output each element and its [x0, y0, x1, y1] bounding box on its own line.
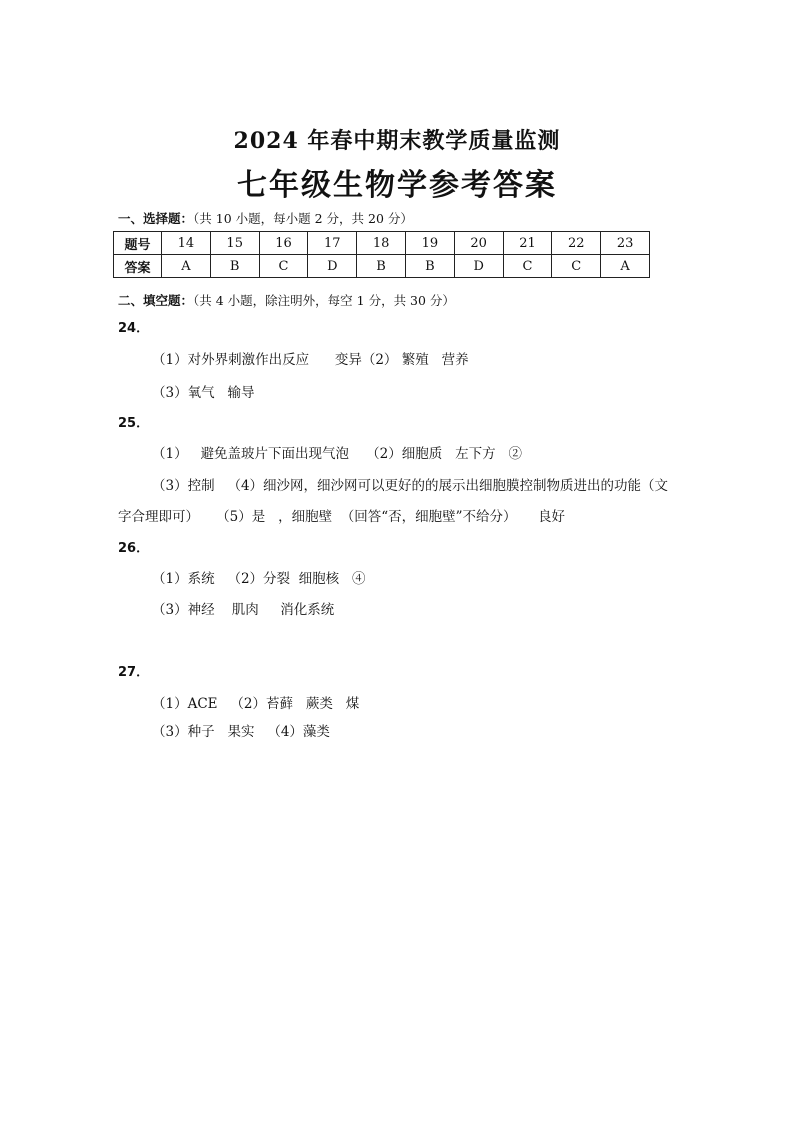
section-2-note: （共 4 小题，除注明外，每空 1 分，共 30 分） [193, 293, 455, 308]
table-cell: B [405, 255, 454, 278]
table-cell: D [308, 255, 357, 278]
table-cell: B [357, 255, 406, 278]
table-cell: A [162, 255, 211, 278]
table-cell: A [601, 255, 650, 278]
section-2-heading [118, 291, 455, 309]
question-24-number: 24． [118, 321, 150, 336]
section-1-note: （共 10 小题，每小题 2 分，共 20 分） [193, 211, 413, 226]
table-cell: 15 [210, 232, 259, 255]
table-cell: C [503, 255, 552, 278]
table-head-answer: 答案 [114, 255, 162, 278]
table-cell: 21 [503, 232, 552, 255]
table-head-number: 题号 [114, 232, 162, 255]
table-cell: C [259, 255, 308, 278]
table-cell: C [552, 255, 601, 278]
table-cell: 22 [552, 232, 601, 255]
question-27-line-1: （1）ACE （2）苔藓 蕨类 煤 [152, 696, 360, 712]
question-25-line-3: 字合理即可） （5）是 ，细胞壁 （回答“否，细胞壁”不给分） 良好 [118, 509, 565, 525]
answer-key-title: 七年级生物学参考答案 [237, 168, 557, 203]
table-cell: 20 [454, 232, 503, 255]
table-cell: 16 [259, 232, 308, 255]
table-row-answers [114, 255, 650, 278]
section-1-label: 一、选择题： [118, 211, 194, 226]
table-cell: 19 [405, 232, 454, 255]
table-cell: D [454, 255, 503, 278]
table-cell: B [210, 255, 259, 278]
answer-table [113, 231, 650, 278]
question-26-line-1: （1）系统 （2）分裂 细胞核 ④ [152, 571, 366, 587]
section-1-heading [118, 209, 413, 227]
question-27-line-2: （3）种子 果实 （4）藻类 [152, 724, 330, 740]
question-26-number: 26． [118, 541, 150, 556]
table-cell: 18 [357, 232, 406, 255]
table-cell: 23 [601, 232, 650, 255]
exam-title: 2024 年春中期末教学质量监测 [233, 128, 561, 154]
question-25-line-1: （1） 避免盖玻片下面出现气泡 （2）细胞质 左下方 ② [152, 446, 522, 462]
question-25-line-2: （3）控制 （4）细沙网，细沙网可以更好的的展示出细胞膜控制物质进出的功能（文 [152, 478, 669, 494]
table-row-numbers [114, 232, 650, 255]
question-24-line-1: （1）对外界刺激作出反应 变异（2） 繁殖 营养 [152, 352, 469, 368]
table-cell: 17 [308, 232, 357, 255]
question-27-number: 27． [118, 665, 150, 680]
question-24-line-2: （3）氧气 输导 [152, 385, 255, 401]
question-25-number: 25． [118, 416, 150, 431]
table-cell: 14 [162, 232, 211, 255]
section-2-label: 二、填空题： [118, 293, 194, 308]
question-26-line-2: （3）神经 肌肉 消化系统 [152, 602, 335, 618]
